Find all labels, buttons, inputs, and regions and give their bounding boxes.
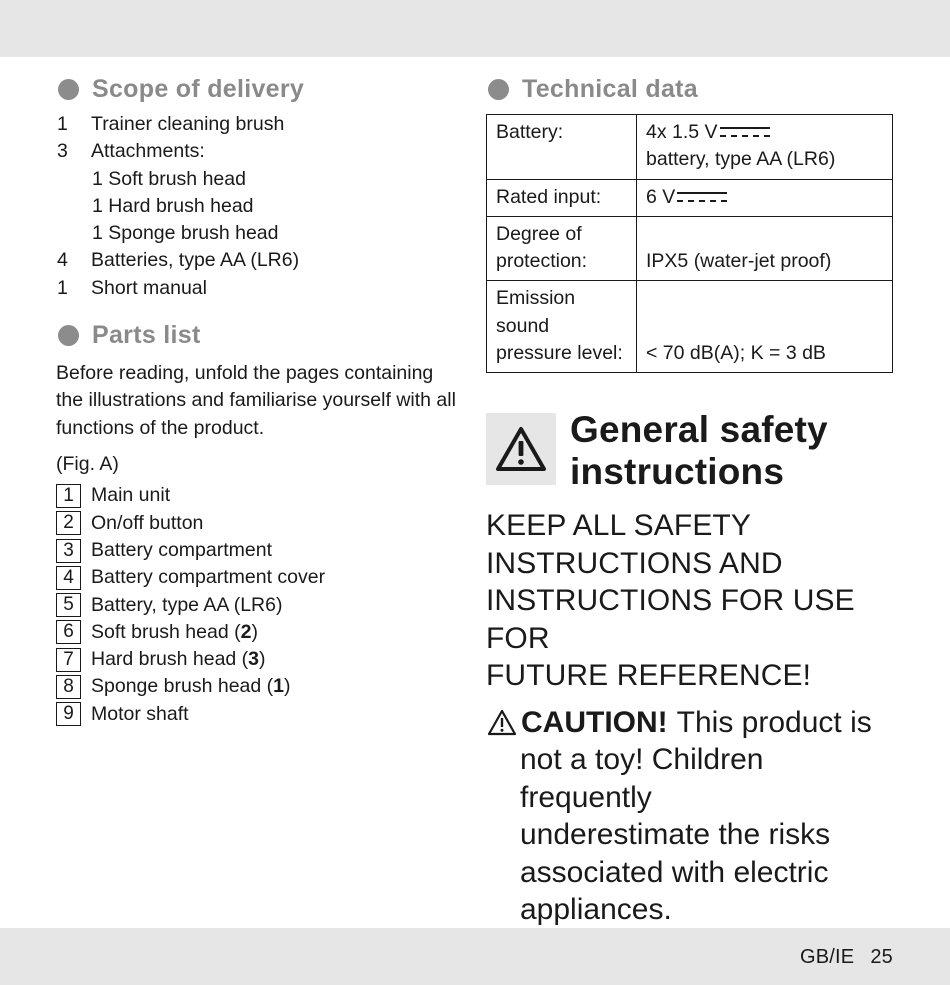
- figure-reference: (Fig. A): [56, 452, 119, 475]
- part-number-box: 5: [56, 593, 81, 617]
- list-item: 1 Soft brush head: [92, 167, 246, 190]
- part-number-box: 9: [56, 702, 81, 726]
- table-row: [487, 281, 893, 373]
- table-cell: < 70 dB(A); K = 3 dB: [637, 281, 893, 373]
- list-item: 3 Attachments:: [57, 140, 205, 163]
- table-cell: 6 V: [637, 179, 893, 216]
- tech-table: [486, 114, 893, 373]
- part-number-box: 1: [56, 484, 81, 508]
- safety-heading: [486, 409, 894, 493]
- table-row: [487, 115, 893, 180]
- scope-list: [56, 111, 456, 302]
- list-item: 1 Sponge brush head: [92, 222, 279, 245]
- region-label: GB/IE: [799, 946, 855, 968]
- table-row: [487, 179, 893, 216]
- table-cell: Battery:: [487, 115, 637, 180]
- part-number-box: 6: [56, 620, 81, 644]
- right-column: [486, 72, 894, 929]
- tech-title: Technical data: [522, 74, 699, 103]
- caution-label: CAUTION!: [521, 705, 668, 739]
- table-cell: Rated input:: [487, 179, 637, 216]
- list-item: 5 Battery, type AA (LR6): [56, 591, 456, 618]
- circle-bullet-icon: [58, 79, 79, 100]
- warning-triangle-icon: [487, 709, 517, 736]
- circle-bullet-icon: [488, 79, 509, 100]
- direct-current-symbol-icon: [677, 190, 727, 204]
- list-item: 1 Short manual: [57, 276, 207, 299]
- list-item: 6 Soft brush head ( 2 ): [56, 619, 456, 646]
- list-item: 7 Hard brush head ( 3 ): [56, 646, 456, 673]
- list-item: 3 Battery compartment: [56, 537, 456, 564]
- part-ref: 2: [240, 620, 252, 643]
- keep-instructions-notice: KEEP ALL SAFETY INSTRUCTIONS AND INSTRUCTIONS FOR USE FOR FUTURE REFERENCE!: [486, 509, 855, 693]
- direct-current-symbol-icon: [720, 125, 770, 139]
- table-row: [487, 216, 893, 281]
- parts-intro: Before reading, unfold the pages containing the illustrations and familiarise yourself with all functions of the product.: [56, 362, 456, 439]
- top-band: [0, 0, 950, 57]
- list-item: 1 Main unit: [56, 482, 456, 509]
- list-item: 9 Motor shaft: [56, 701, 456, 728]
- list-item: 1 Trainer cleaning brush: [57, 113, 285, 135]
- list-item: 8 Sponge brush head ( 1 ): [56, 673, 456, 700]
- part-ref: 1: [273, 675, 284, 698]
- part-number-box: 3: [56, 539, 81, 563]
- scope-title: Scope of delivery: [92, 74, 305, 103]
- page-number: 25: [870, 946, 893, 968]
- table-cell: Emission sound pressure level:: [487, 281, 637, 373]
- parts-heading: [56, 318, 456, 352]
- list-item: 1 Hard brush head: [92, 194, 254, 217]
- warning-triangle-icon: [495, 426, 547, 472]
- part-number-box: 7: [56, 648, 81, 672]
- table-cell: Degree of protection:: [487, 216, 637, 281]
- caution-block: CAUTION! This product is not a toy! Children frequently underestimate the risks associated with electric appliances.: [486, 704, 894, 929]
- tech-heading: [486, 72, 894, 106]
- table-cell: 4x 1.5 V battery, type AA (LR6): [637, 115, 893, 180]
- circle-bullet-icon: [58, 325, 79, 346]
- parts-title: Parts list: [92, 320, 201, 349]
- scope-heading: [56, 72, 456, 106]
- part-number-box: 8: [56, 675, 81, 699]
- warning-box: [486, 413, 556, 485]
- part-number-box: 2: [56, 511, 81, 535]
- part-ref: 3: [248, 648, 260, 671]
- list-item: 4 Battery compartment cover: [56, 564, 456, 591]
- list-item: 2 On/off button: [56, 510, 456, 537]
- page-footer: [800, 946, 893, 969]
- part-number-box: 4: [56, 566, 81, 590]
- safety-title: General safety instructions: [570, 409, 828, 493]
- left-column: [56, 72, 456, 728]
- parts-list: [56, 482, 456, 728]
- table-cell: IPX5 (water-jet proof): [637, 216, 893, 281]
- list-item: 4 Batteries, type AA (LR6): [57, 249, 300, 272]
